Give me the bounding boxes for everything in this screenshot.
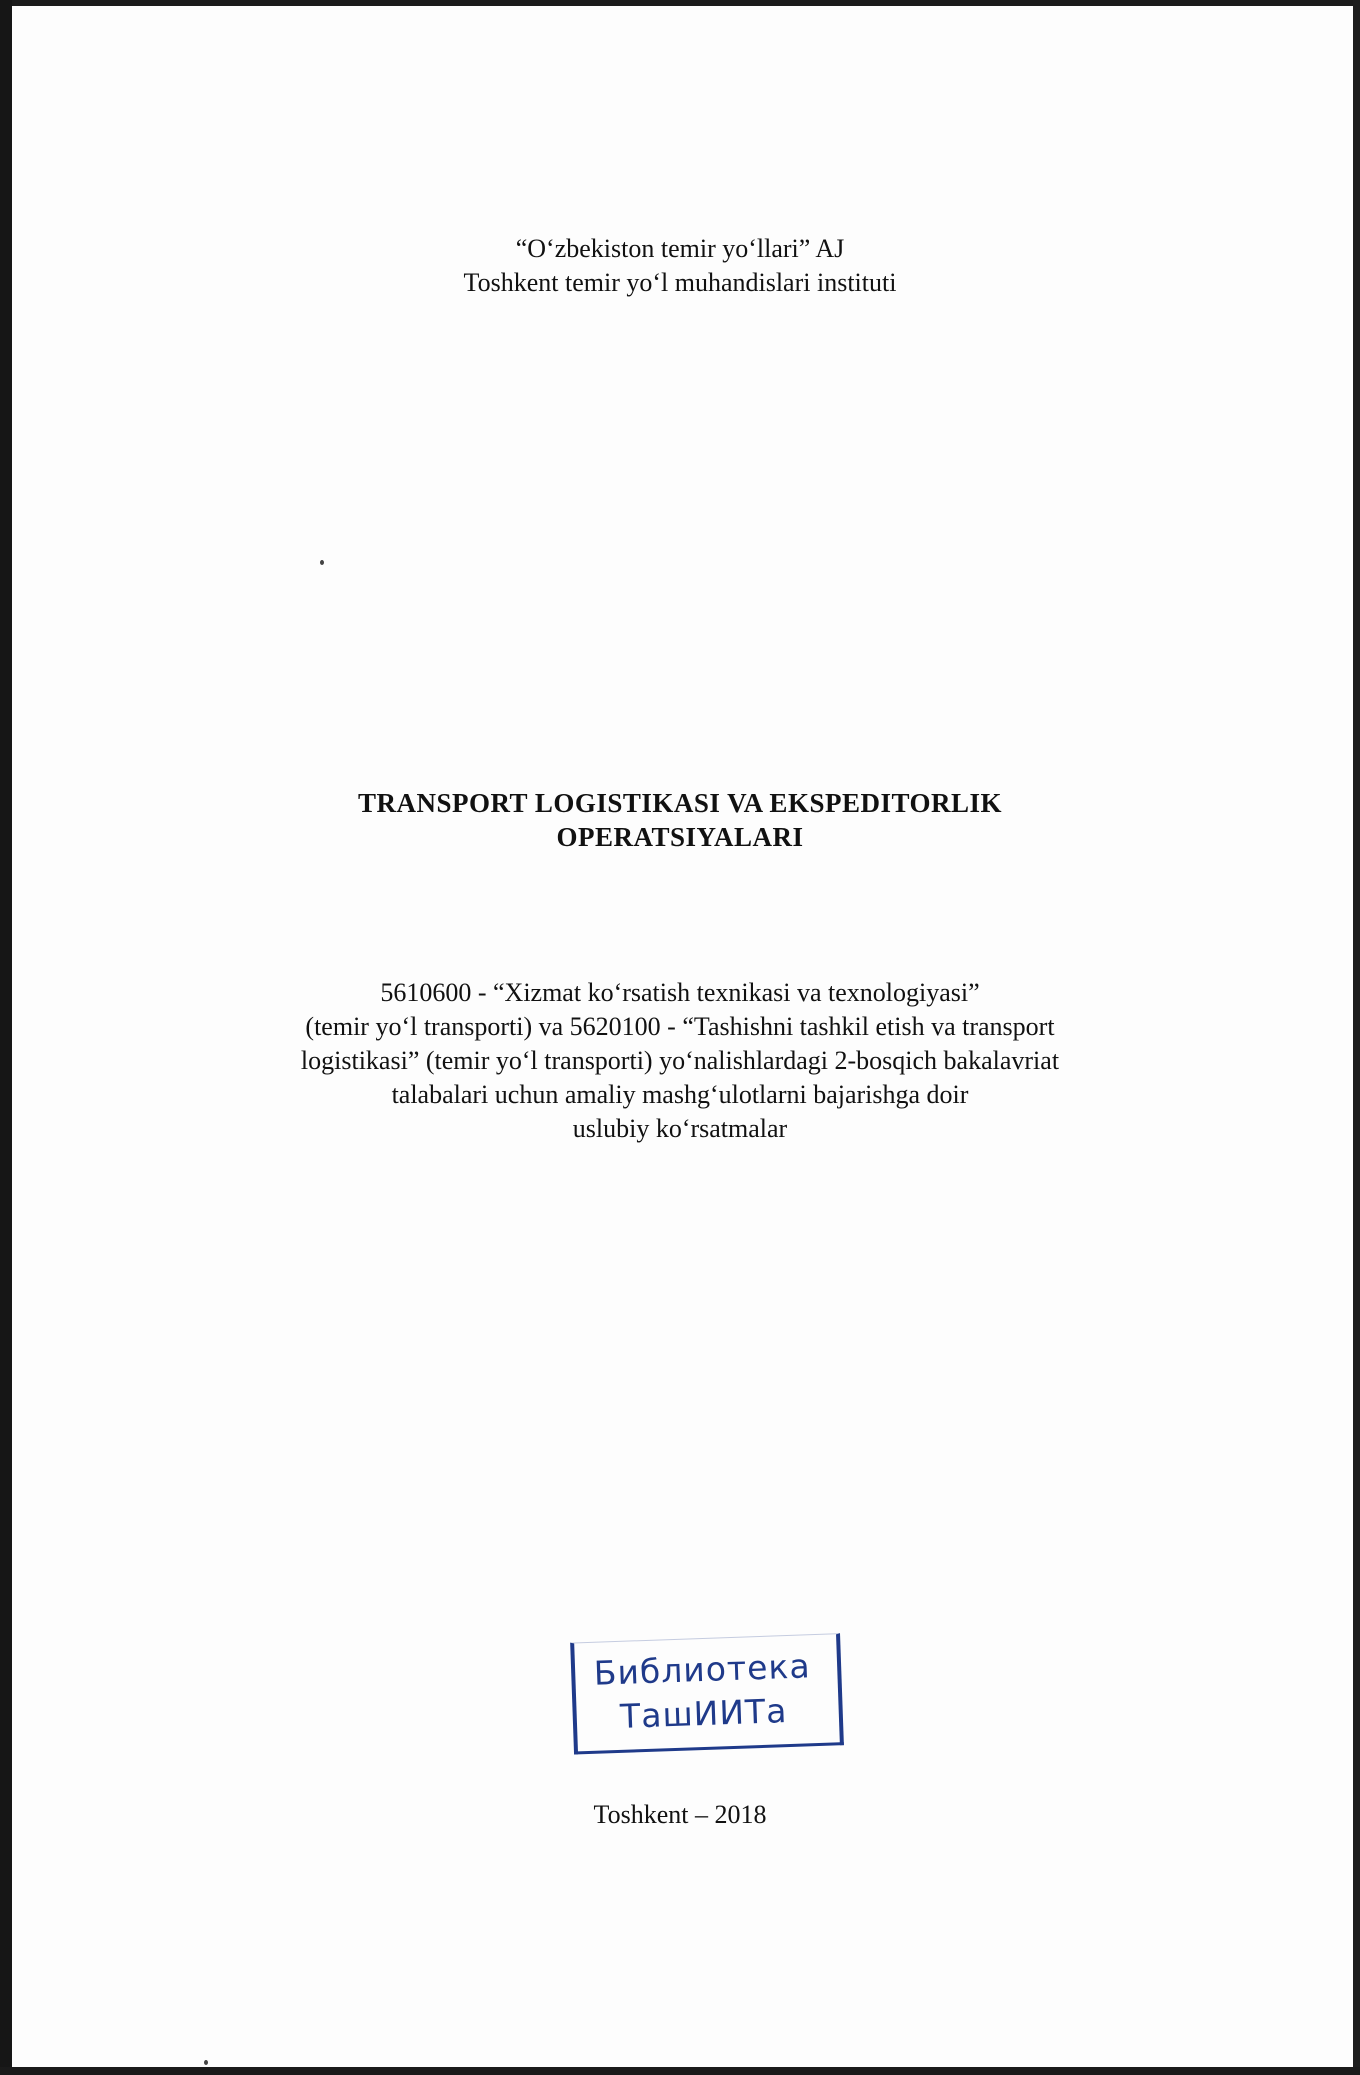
organization-name: “O‘zbekiston temir yo‘llari” AJ xyxy=(515,234,845,263)
scan-speck xyxy=(320,560,324,565)
scan-edge-top xyxy=(0,0,1360,6)
document-description xyxy=(0,976,1360,1146)
library-stamp xyxy=(564,1623,842,1762)
document-title xyxy=(0,786,1360,854)
description-line: talabalari uchun amaliy mashg‘ulotlarni bajarishga doir xyxy=(391,1080,969,1109)
scan-speck xyxy=(204,2060,208,2065)
description-line: (temir yo‘l transporti) va 5620100 - “Tashishni tashkil etish va transport xyxy=(305,1012,1055,1041)
stamp-line-2: ТашИИТа xyxy=(619,1691,789,1736)
institute-name: Toshkent temir yo‘l muhandislari instituti xyxy=(463,268,897,297)
description-line: logistikasi” (temir yo‘l transporti) yo‘nalishlardagi 2-bosqich bakalavriat xyxy=(300,1046,1060,1075)
institution-header xyxy=(0,232,1360,300)
stamp-line-1: Библиотека xyxy=(593,1646,812,1693)
description-line: 5610600 - “Xizmat ko‘rsatish texnikasi va texnologiyasi” xyxy=(380,978,980,1007)
title-line-1: TRANSPORT LOGISTIKASI VA EKSPEDITORLIK xyxy=(357,788,1003,818)
city-year: Toshkent – 2018 xyxy=(593,1800,767,1829)
scan-edge-bottom xyxy=(0,2067,1360,2075)
description-line: uslubiy ko‘rsatmalar xyxy=(572,1114,788,1143)
title-line-2: OPERATSIYALARI xyxy=(556,822,804,852)
